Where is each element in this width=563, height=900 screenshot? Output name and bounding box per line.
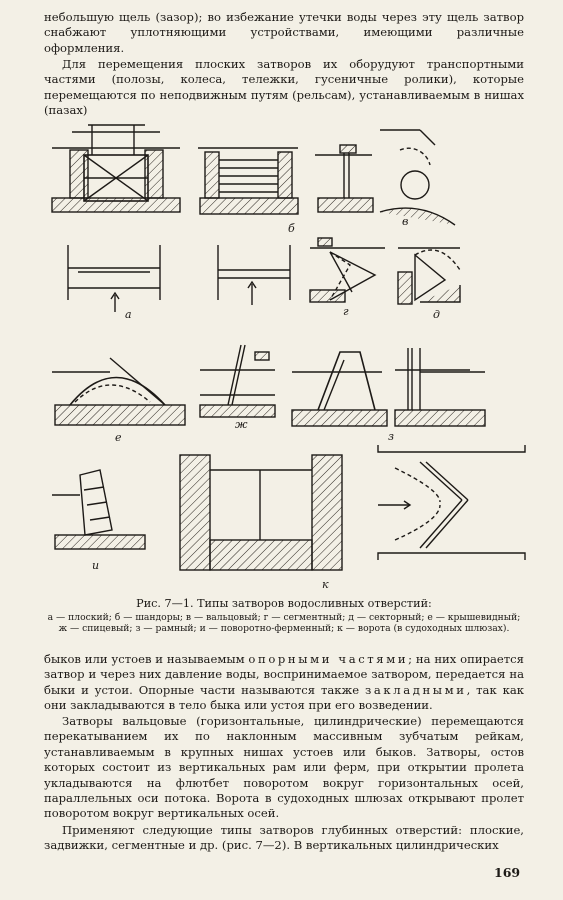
diagram-k [180,455,342,570]
label-zh: ж [235,418,248,431]
paragraph-3: быков или устоев и называемым опорными частями; на них опирается затвор и через них давление воды, воспринимаемое затвором, передается на быки и устои. Опорные части называются также закладными, так как они закладываются в тело быка или устоя при его возведении. [44,652,524,713]
diagram-d [398,248,460,304]
label-v: в [402,215,409,228]
label-b: б [288,222,295,235]
label-k: к [322,578,329,591]
diagram-zh [200,345,275,417]
term-support-parts: опорными частями [248,652,409,666]
paragraph-1: небольшую щель (зазор); во избежание утечки воды через эту щель затвор снабжают уплотняющими устройствами, имеющими различные оформления. [44,10,524,55]
label-a: а [125,308,132,321]
figure-caption-title: Рис. 7—1. Типы затворов водосливных отверстий: [136,597,432,610]
label-d: д [433,308,440,321]
diagram-z-a [292,352,387,426]
label-e: е [115,431,122,444]
page-number: 169 [494,865,521,880]
term-embedded: закладными [364,682,467,697]
label-i: и [92,559,100,572]
diagram-z-b [395,348,485,426]
paragraph-5: Применяют следующие типы затворов глубинных отверстий: плоские, задвижки, сегментные и др. (рис. 7—2). В вертикальных цилиндрических [44,823,524,853]
diagram-v-section [315,130,455,225]
diagram-i [52,470,145,549]
figure-caption-body: а — плоский; б — шандоры; в — вальцовый; г — сегментный; д — секторный; е — крышевидный; ж — спицевый; з — рамный; и — поворотно-ферменный; к — ворота (в судоходных шлюзах). [47,612,521,635]
diagram-b-elevation [198,148,298,214]
diagram-a-plan [68,245,160,312]
diagram-b-plan [218,245,290,305]
label-g: г [343,305,349,318]
paragraph-2: Для перемещения плоских затворов их оборудуют транспортными частями (полозы, колеса, тележки, гусеничные ролики), которые перемещаются по неподвижным путям (рельсам), устанавливаемым в нишах (пазах) [44,57,524,118]
diagram-g [310,238,385,302]
paragraph-4: Затворы вальцовые (горизонтальные, цилиндрические) перемещаются перекатыванием их по наклонным массивным зубчатым рейкам, устанавливаемым в крупных нишах устоев или быков. Затворы, остов которых состоит из вертикальных рам или ферм, при открытии пролета укладываются на флютбет поворотом вокруг горизонтальных осей, параллельных оси потока. Ворота в судоходных шлюзах открывают пролет поворотом вокруг вертикальных осей. [44,714,524,821]
diagram-a-elevation [52,125,180,212]
label-z: з [388,430,394,443]
diagram-z-plan [378,445,525,560]
diagram-e [52,358,185,425]
